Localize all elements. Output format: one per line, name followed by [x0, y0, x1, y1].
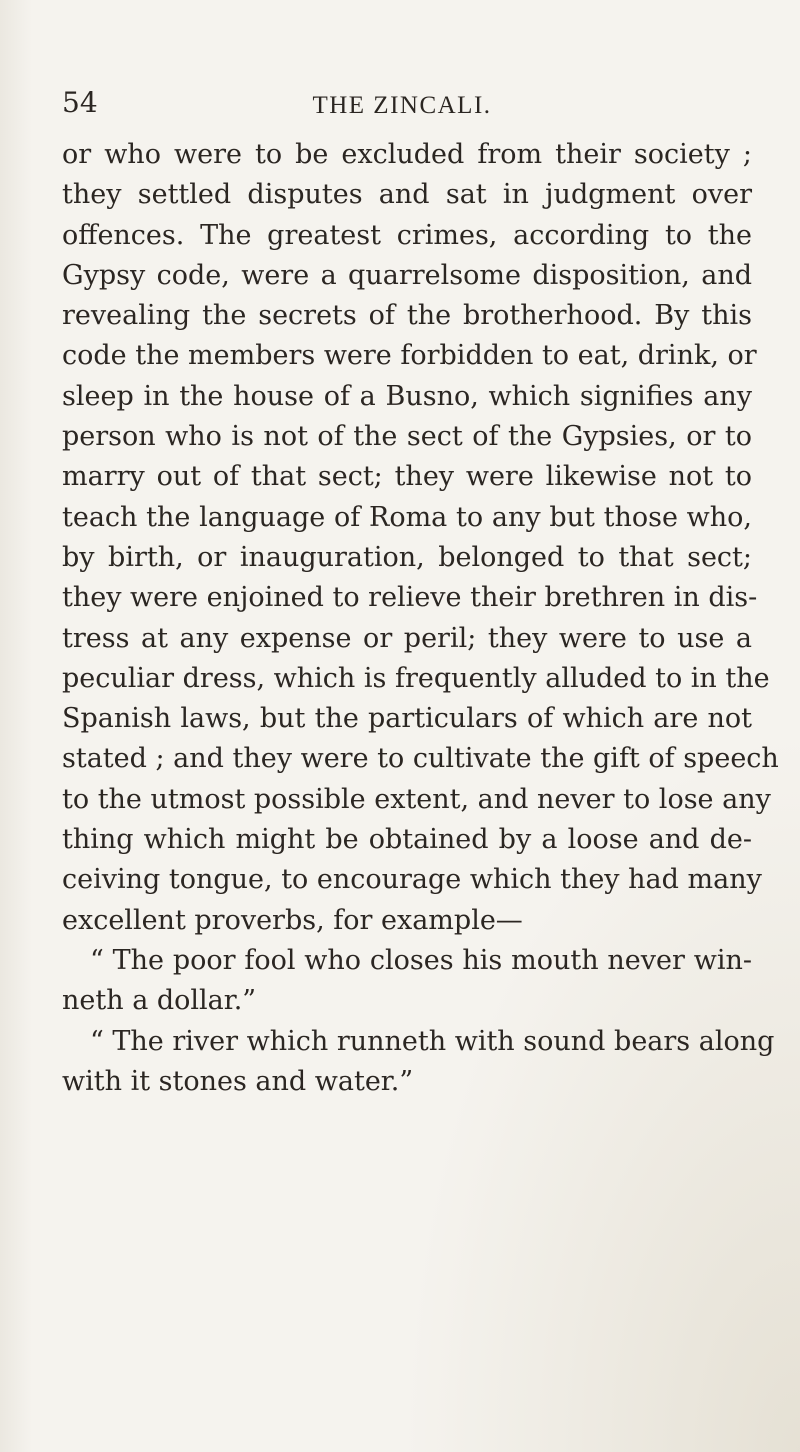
text-line: ceiving tongue, to encourage which they had many	[62, 864, 762, 896]
page-number: 54	[62, 86, 98, 119]
quote-line: “ The river which runneth with sound bears along	[90, 1025, 775, 1057]
body-text	[62, 135, 779, 1102]
text-line: thing which might be obtained by a loose and de-	[62, 824, 752, 856]
text-line: stated ; and they were to cultivate the gift of speech	[62, 743, 779, 775]
page-header	[62, 86, 742, 122]
text-line: they settled disputes and sat in judgment over	[62, 179, 752, 211]
quote-line: neth a dollar.”	[62, 985, 257, 1017]
text-line: Spanish laws, but the particulars of which are not	[62, 703, 752, 735]
text-line: or who were to be excluded from their society ;	[62, 139, 752, 170]
text-line: tress at any expense or peril; they were to use a	[62, 622, 752, 654]
text-line: marry out of that sect; they were likewise not to	[62, 461, 752, 493]
text-line: peculiar dress, which is frequently alluded to in the	[62, 662, 770, 694]
text-line: by birth, or inauguration, belonged to that sect;	[62, 541, 752, 573]
text-line: revealing the secrets of the brotherhood. By this	[62, 300, 752, 332]
text-line: code the members were forbidden to eat, drink, or	[62, 340, 757, 372]
text-line: to the utmost possible extent, and never to lose any	[62, 783, 771, 815]
quote-line: with it stones and water.”	[62, 1065, 414, 1097]
text-line: they were enjoined to relieve their brethren in dis-	[62, 582, 758, 614]
quote-line: “ The poor fool who closes his mouth never win-	[90, 944, 752, 976]
text-line: person who is not of the sect of the Gypsies, or to	[62, 421, 752, 453]
text-line: sleep in the house of a Busno, which signifies any	[62, 380, 752, 412]
text-line: excellent proverbs, for example—	[62, 904, 523, 936]
text-line: teach the language of Roma to any but those who,	[62, 501, 752, 533]
text-line: offences. The greatest crimes, according to the	[62, 219, 752, 251]
text-line: Gypsy code, were a quarrelsome disposition, and	[62, 259, 752, 291]
running-head: THE ZINCALI.	[312, 92, 492, 119]
